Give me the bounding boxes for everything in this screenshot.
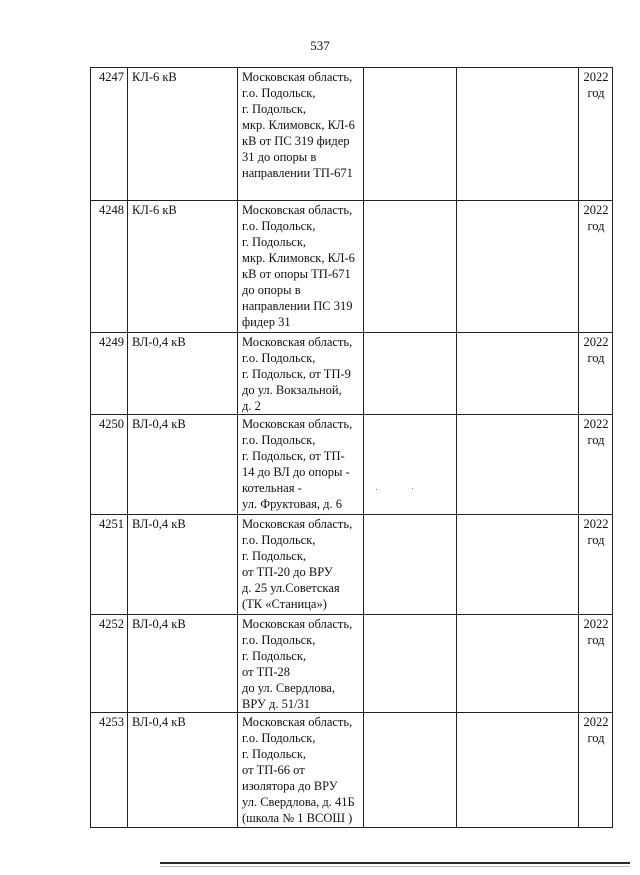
cell-address [238, 415, 364, 515]
address-line: Московская область, [242, 715, 353, 729]
registry-table [90, 67, 613, 828]
cell-line-type: КЛ-6 кВ [128, 201, 238, 333]
address-line: до опоры в [242, 283, 301, 297]
cell-year [579, 515, 613, 615]
cell-number: 4252 [91, 615, 128, 713]
address-line: от ТП-20 до ВРУ [242, 565, 333, 579]
address-line: мкр. Климовск, КЛ-6 [242, 118, 355, 132]
address-line: г.о. Подольск, [242, 731, 316, 745]
year-unit: год [587, 731, 605, 745]
address-line: ВРУ д. 51/31 [242, 697, 311, 711]
cell-empty-5 [457, 713, 579, 828]
cell-year [579, 333, 613, 415]
address-line: 14 до ВЛ до опоры - [242, 465, 350, 479]
address-line: Московская область, [242, 70, 353, 84]
cell-empty-4 [364, 68, 457, 201]
address-line: ул. Свердлова, д. 41Б [242, 795, 355, 809]
year-value: 2022 [583, 715, 609, 729]
year-value: 2022 [583, 335, 609, 349]
cell-address [238, 201, 364, 333]
cell-number: 4251 [91, 515, 128, 615]
cell-address [238, 515, 364, 615]
address-line: д. 2 [242, 399, 261, 413]
year-unit: год [587, 633, 605, 647]
cell-number: 4250 [91, 415, 128, 515]
year-value: 2022 [583, 203, 609, 217]
year-value: 2022 [583, 617, 609, 631]
cell-empty-5 [457, 615, 579, 713]
year-unit: год [587, 433, 605, 447]
address-line: 31 до опоры в [242, 150, 317, 164]
cell-line-type: ВЛ-0,4 кВ [128, 615, 238, 713]
registry-table-body [91, 68, 613, 828]
year-unit: год [587, 219, 605, 233]
address-line: кВ от опоры ТП-671 [242, 267, 351, 281]
address-line: г.о. Подольск, [242, 533, 316, 547]
cell-number: 4247 [91, 68, 128, 201]
cell-empty-5 [457, 415, 579, 515]
cell-line-type: КЛ-6 кВ [128, 68, 238, 201]
cell-empty-4 [364, 713, 457, 828]
scan-speck [412, 488, 413, 489]
cell-line-type: ВЛ-0,4 кВ [128, 333, 238, 415]
address-line: г. Подольск, [242, 102, 307, 116]
cell-address [238, 68, 364, 201]
cell-address [238, 333, 364, 415]
cell-line-type: ВЛ-0,4 кВ [128, 713, 238, 828]
cell-year [579, 68, 613, 201]
address-line: г. Подольск, [242, 235, 307, 249]
address-line: от ТП-66 от [242, 763, 305, 777]
table-row [91, 713, 613, 828]
year-value: 2022 [583, 417, 609, 431]
cell-address [238, 615, 364, 713]
scan-speck [376, 489, 377, 490]
cell-year [579, 415, 613, 515]
table-row [91, 68, 613, 201]
address-line: мкр. Климовск, КЛ-6 [242, 251, 355, 265]
address-line: направлении ПС 319 [242, 299, 353, 313]
address-line: Московская область, [242, 203, 353, 217]
cell-line-type: ВЛ-0,4 кВ [128, 515, 238, 615]
cell-empty-5 [457, 201, 579, 333]
page-number: 537 [310, 38, 330, 53]
bottom-rule [160, 862, 630, 864]
cell-empty-4 [364, 333, 457, 415]
year-value: 2022 [583, 517, 609, 531]
cell-number: 4249 [91, 333, 128, 415]
address-line: до ул. Вокзальной, [242, 383, 342, 397]
cell-empty-5 [457, 333, 579, 415]
address-line: котельная - [242, 481, 302, 495]
address-line: г.о. Подольск, [242, 433, 316, 447]
table-row [91, 515, 613, 615]
cell-line-type: ВЛ-0,4 кВ [128, 415, 238, 515]
address-line: г.о. Подольск, [242, 86, 316, 100]
address-line: изолятора до ВРУ [242, 779, 338, 793]
cell-empty-5 [457, 515, 579, 615]
address-line: Московская область, [242, 417, 353, 431]
cell-empty-4 [364, 201, 457, 333]
address-line: г. Подольск, [242, 549, 307, 563]
address-line: Московская область, [242, 517, 353, 531]
table-row [91, 201, 613, 333]
address-line: г.о. Подольск, [242, 633, 316, 647]
table-row [91, 415, 613, 515]
table-row [91, 615, 613, 713]
cell-year [579, 713, 613, 828]
year-unit: год [587, 533, 605, 547]
address-line: Московская область, [242, 335, 353, 349]
address-line: фидер 31 [242, 315, 291, 329]
cell-empty-5 [457, 68, 579, 201]
address-line: от ТП-28 [242, 665, 290, 679]
year-value: 2022 [583, 70, 609, 84]
cell-year [579, 201, 613, 333]
year-unit: год [587, 351, 605, 365]
address-line: (ТК «Станица») [242, 597, 327, 611]
cell-empty-4 [364, 415, 457, 515]
address-line: г. Подольск, [242, 747, 307, 761]
address-line: г. Подольск, [242, 649, 307, 663]
cell-address [238, 713, 364, 828]
address-line: направлении ТП-671 [242, 166, 353, 180]
address-line: кВ от ПС 319 фидер [242, 134, 350, 148]
cell-year [579, 615, 613, 713]
address-line: г. Подольск, от ТП-9 [242, 367, 351, 381]
year-unit: год [587, 86, 605, 100]
cell-empty-4 [364, 515, 457, 615]
address-line: (школа № 1 ВСОШ ) [242, 811, 353, 825]
address-line: ул. Фруктовая, д. 6 [242, 497, 342, 511]
cell-number: 4253 [91, 713, 128, 828]
address-line: до ул. Свердлова, [242, 681, 335, 695]
address-line: г.о. Подольск, [242, 219, 316, 233]
address-line: д. 25 ул.Советская [242, 581, 340, 595]
bottom-rule-faint [160, 866, 630, 867]
cell-number: 4248 [91, 201, 128, 333]
cell-empty-4 [364, 615, 457, 713]
address-line: г.о. Подольск, [242, 351, 316, 365]
address-line: г. Подольск, от ТП- [242, 449, 345, 463]
address-line: Московская область, [242, 617, 353, 631]
table-row [91, 333, 613, 415]
